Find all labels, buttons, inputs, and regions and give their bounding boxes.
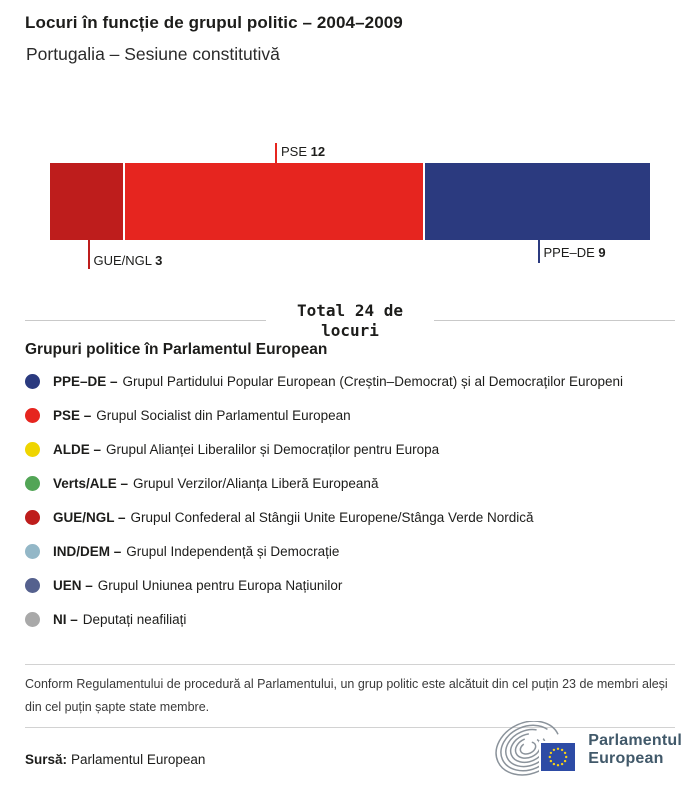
group-desc: Grupul Partidului Popular European (Creștin–Democrat) și al Democraților Europeni bbox=[122, 373, 624, 389]
legend-item-verts-ale bbox=[25, 466, 670, 500]
group-desc: Deputați neafiliați bbox=[82, 611, 187, 627]
bar-segment-gue-ngl[interactable] bbox=[50, 163, 125, 240]
seat-bar bbox=[50, 163, 650, 240]
group-name: UEN – bbox=[53, 577, 93, 593]
group-name: GUE/NGL – bbox=[53, 509, 126, 525]
callout-tick bbox=[275, 143, 277, 163]
group-desc: Grupul Independență și Democrație bbox=[126, 543, 340, 559]
legend-text bbox=[53, 476, 378, 491]
legend-item-ppe-de bbox=[25, 364, 670, 398]
group-color-dot bbox=[25, 374, 40, 389]
legend bbox=[25, 364, 670, 636]
legend-text bbox=[53, 578, 342, 593]
ep-logo-line1: Parlamentul bbox=[588, 731, 682, 749]
callout-tick bbox=[88, 240, 90, 269]
legend-text bbox=[53, 612, 186, 627]
legend-item-ind-dem bbox=[25, 534, 670, 568]
group-color-dot bbox=[25, 442, 40, 457]
legend-text bbox=[53, 408, 351, 423]
bar-segment-ppe-de[interactable] bbox=[425, 163, 650, 240]
group-color-dot bbox=[25, 408, 40, 423]
legend-item-alde bbox=[25, 432, 670, 466]
source-label: Sursă: bbox=[25, 752, 68, 767]
source-text: Parlamentul European bbox=[71, 752, 206, 767]
group-color-dot bbox=[25, 578, 40, 593]
ep-hemicycle-icon bbox=[494, 721, 582, 779]
legend-text bbox=[53, 374, 623, 389]
page-title: Locuri în funcție de grupul politic – 2004–2009 bbox=[25, 13, 403, 32]
legend-text bbox=[53, 544, 339, 559]
ep-logo-text bbox=[588, 732, 682, 768]
divider-line-right bbox=[434, 320, 675, 321]
group-desc: Grupul Confederal al Stângii Unite Europene/Stânga Verde Nordică bbox=[130, 509, 534, 525]
legend-item-gue-ngl bbox=[25, 500, 670, 534]
callout-label: PSE 12 bbox=[281, 144, 326, 159]
legend-item-pse bbox=[25, 398, 670, 432]
group-color-dot bbox=[25, 476, 40, 491]
group-name: PPE–DE – bbox=[53, 373, 118, 389]
group-color-dot bbox=[25, 510, 40, 525]
group-desc: Grupul Socialist din Parlamentul European bbox=[96, 407, 351, 423]
legend-item-uen bbox=[25, 568, 670, 602]
legend-text bbox=[53, 442, 439, 457]
seat-chart bbox=[50, 143, 650, 275]
ep-logo-line2: European bbox=[588, 750, 664, 767]
group-name: NI – bbox=[53, 611, 78, 627]
source-line bbox=[25, 752, 205, 767]
group-name: IND/DEM – bbox=[53, 543, 122, 559]
footnote: Conform Regulamentului de procedură al Parlamentului, un grup politic este alcătuit din cel puțin 23 de membri aleși din cel puțin șapte state membre. bbox=[25, 664, 675, 728]
group-color-dot bbox=[25, 544, 40, 559]
legend-heading: Grupuri politice în Parlamentul European bbox=[25, 341, 328, 358]
total-divider bbox=[25, 301, 675, 342]
group-desc: Grupul Alianței Liberalilor și Democraților pentru Europa bbox=[106, 441, 440, 457]
group-desc: Grupul Uniunea pentru Europa Națiunilor bbox=[97, 577, 343, 593]
divider-line-left bbox=[25, 320, 266, 321]
group-name: PSE – bbox=[53, 407, 92, 423]
callout-label: GUE/NGL 3 bbox=[93, 253, 163, 268]
group-name: Verts/ALE – bbox=[53, 475, 129, 491]
callout-label: PPE–DE 9 bbox=[543, 245, 606, 260]
ep-logo bbox=[494, 721, 682, 779]
callout-tick bbox=[538, 240, 540, 263]
group-desc: Grupul Verzilor/Alianța Liberă Europeană bbox=[133, 475, 379, 491]
page-subtitle: Portugalia – Sesiune constitutivă bbox=[26, 44, 280, 64]
group-color-dot bbox=[25, 612, 40, 627]
bar-segment-pse[interactable] bbox=[125, 163, 425, 240]
total-seats-label: Total 24 de locuri bbox=[297, 301, 403, 341]
eu-flag-icon bbox=[540, 742, 576, 772]
group-name: ALDE – bbox=[53, 441, 102, 457]
legend-item-ni bbox=[25, 602, 670, 636]
legend-text bbox=[53, 510, 534, 525]
